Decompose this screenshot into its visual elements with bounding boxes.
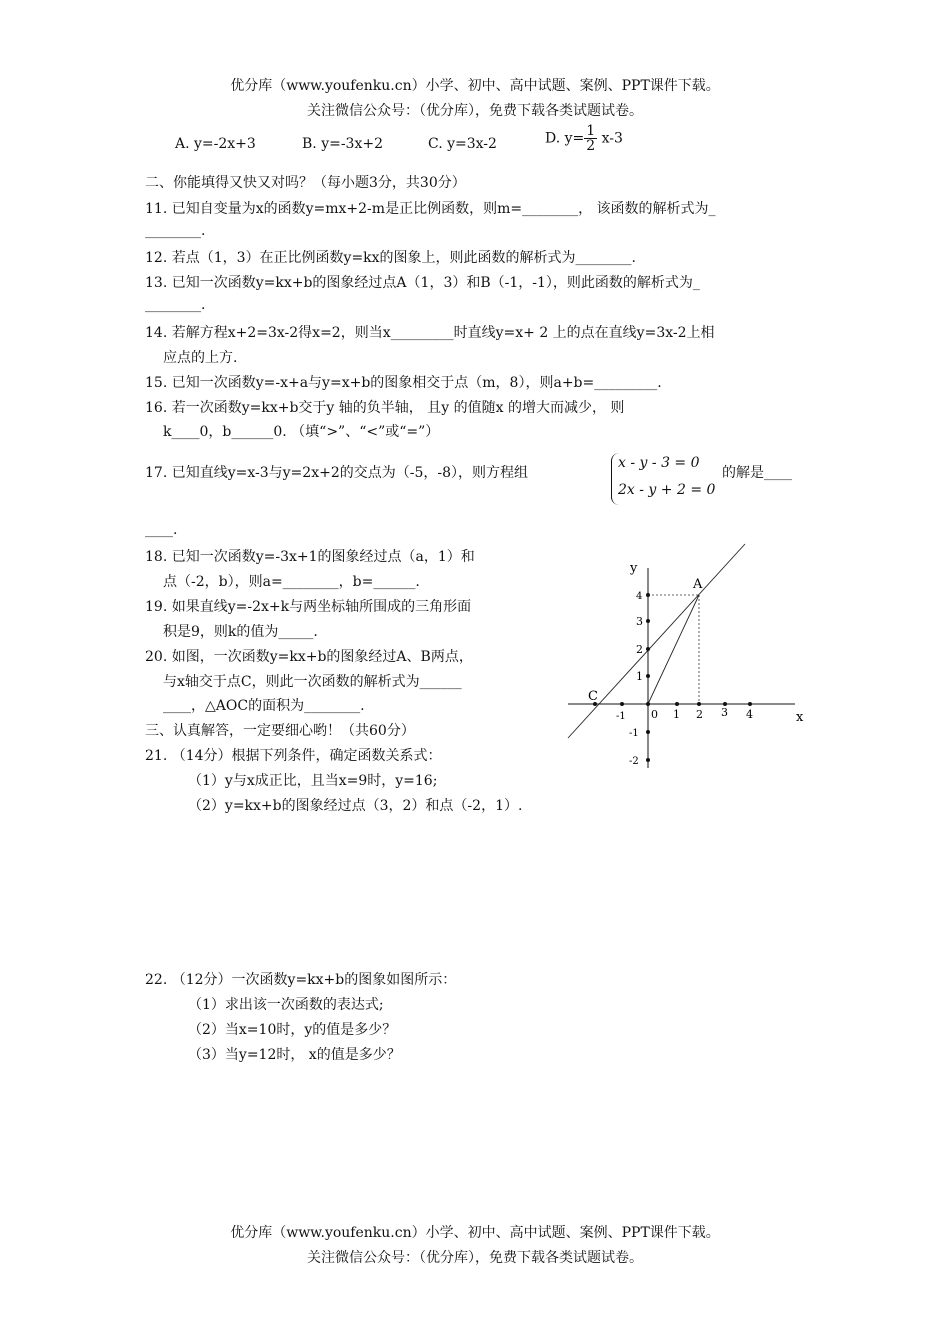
q20-line-2: 与x轴交于点C，则此一次函数的解析式为______ <box>163 674 462 690</box>
y-tick-label: -1 <box>629 728 639 739</box>
q11-line-1: 11. 已知自变量为x的函数y=mx+2-m是正比例函数，则m=________， 该函数的解析式为_ <box>145 201 716 217</box>
q15-line-1: 15. 已知一次函数y=-x+a与y=x+b的图象相交于点（m，8），则a+b=_________. <box>145 375 662 391</box>
section-3-title: 三、认真解答，一定要细心哟！（共60分） <box>145 723 415 739</box>
choice-d-fraction <box>584 124 597 153</box>
x-tick-label: -1 <box>616 711 626 722</box>
q22-sub-2: （2）当x=10时，y的值是多少？ <box>188 1022 397 1038</box>
q17-line-2: ____. <box>145 522 178 538</box>
x-axis-label: x <box>796 710 804 725</box>
q14-line-1: 14. 若解方程x+2=3x-2得x=2，则当x_________时直线y=x+ 2 上的点在直线y=3x-2上相 <box>145 325 715 341</box>
segment-oa <box>648 595 699 704</box>
choice-d-denominator: 2 <box>586 138 596 154</box>
y-tick-label: 3 <box>636 615 643 628</box>
choice-d <box>545 124 623 153</box>
choice-a: A. y=-2x+3 <box>175 136 256 152</box>
q16-line-1: 16. 若一次函数y=kx+b交于y 轴的负半轴， 且y 的值随x 的增大而减少， 则 <box>145 400 625 416</box>
q22-sub-1: （1）求出该一次函数的表达式; <box>188 997 384 1013</box>
header-line-2: 关注微信公众号：（优分库），免费下载各类试题试卷。 <box>307 103 643 119</box>
q12-line-1: 12. 若点（1，3）在正比例函数y=kx的图象上，则此函数的解析式为________. <box>145 250 636 266</box>
header-line-1: 优分库（www.youfenku.cn）小学、初中、高中试题、案例、PPT课件下载。 <box>230 78 720 94</box>
y-tick-label: 1 <box>636 670 643 683</box>
footer-line-1: 优分库（www.youfenku.cn）小学、初中、高中试题、案例、PPT课件下载。 <box>230 1225 720 1241</box>
q17-line-1: 17. 已知直线y=x-3与y=2x+2的交点为（-5，-8），则方程组 <box>145 465 528 481</box>
x-tick-label: 3 <box>721 706 728 719</box>
q22-line-1: 22. （12分）一次函数y=kx+b的图象如图所示： <box>145 972 457 988</box>
y-tick-label: -2 <box>629 756 639 767</box>
point-c-label: C <box>588 689 598 704</box>
choice-c: C. y=3x-2 <box>428 136 497 152</box>
x-tick-dot <box>748 702 752 706</box>
x-tick-label: 1 <box>673 708 680 721</box>
choice-d-numerator: 1 <box>586 123 596 139</box>
x-tick-label: 4 <box>746 708 753 721</box>
coordinate-graph <box>560 540 820 780</box>
equation-2: 2x - y + 2 = 0 <box>618 482 716 498</box>
x-tick-dot <box>697 702 701 706</box>
q20-line-1: 20. 如图，一次函数y=kx+b的图象经过A、B两点， <box>145 649 473 665</box>
y-tick-dot <box>646 730 650 734</box>
q13-line-1: 13. 已知一次函数y=kx+b的图象经过点A（1，3）和B（-1，-1），则此函数的解析式为_ <box>145 275 700 291</box>
equation-system <box>611 453 722 505</box>
section-2-title: 二、你能填得又快又对吗？（每小题3分，共30分） <box>145 175 466 191</box>
choice-b: B. y=-3x+2 <box>302 136 383 152</box>
origin-label: 0 <box>651 708 658 721</box>
q19-line-2: 积是9，则k的值为_____. <box>163 624 318 640</box>
q17-tail: 的解是____ <box>722 465 792 481</box>
footer-line-2: 关注微信公众号：（优分库），免费下载各类试题试卷。 <box>307 1250 643 1266</box>
x-tick-dot <box>646 702 650 706</box>
y-tick-label: 2 <box>636 643 643 656</box>
y-tick-dot <box>646 758 650 762</box>
y-tick-dot <box>646 593 650 597</box>
x-tick-dot <box>675 702 679 706</box>
y-tick-dot <box>646 674 650 678</box>
q11-line-2: ________. <box>145 223 206 239</box>
q21-sub-2: （2）y=kx+b的图象经过点（3，2）和点（-2，1）. <box>188 798 523 814</box>
y-axis-label: y <box>630 561 638 576</box>
x-tick-label: 2 <box>696 708 703 721</box>
y-tick-label: 4 <box>636 591 643 602</box>
q16-line-2: k____0，b______0. （填“>”、“<”或“=”） <box>163 424 440 440</box>
q21-sub-1: （1）y与x成正比，且当x=9时，y=16; <box>188 773 438 789</box>
q18-line-2: 点（-2，b），则a=________，b=______. <box>163 574 420 590</box>
q20-line-3: ____，△AOC的面积为________. <box>163 698 365 714</box>
y-tick-dot <box>646 619 650 623</box>
q18-line-1: 18. 已知一次函数y=-3x+1的图象经过点（a，1）和 <box>145 549 475 565</box>
point-a-label: A <box>693 577 703 592</box>
q22-sub-3: （3）当y=12时， x的值是多少？ <box>188 1047 401 1063</box>
x-tick-dot <box>620 702 624 706</box>
choice-d-suffix: x-3 <box>601 130 623 147</box>
q14-line-2: 应点的上方. <box>163 350 238 366</box>
y-tick-dot <box>646 647 650 651</box>
equation-1: x - y - 3 = 0 <box>618 455 700 471</box>
q21-line-1: 21. （14分）根据下列条件，确定函数关系式： <box>145 748 442 764</box>
choice-d-prefix: D. y= <box>545 130 585 147</box>
q13-line-2: ________. <box>145 297 206 313</box>
q19-line-1: 19. 如果直线y=-2x+k与两坐标轴所围成的三角形面 <box>145 599 472 615</box>
